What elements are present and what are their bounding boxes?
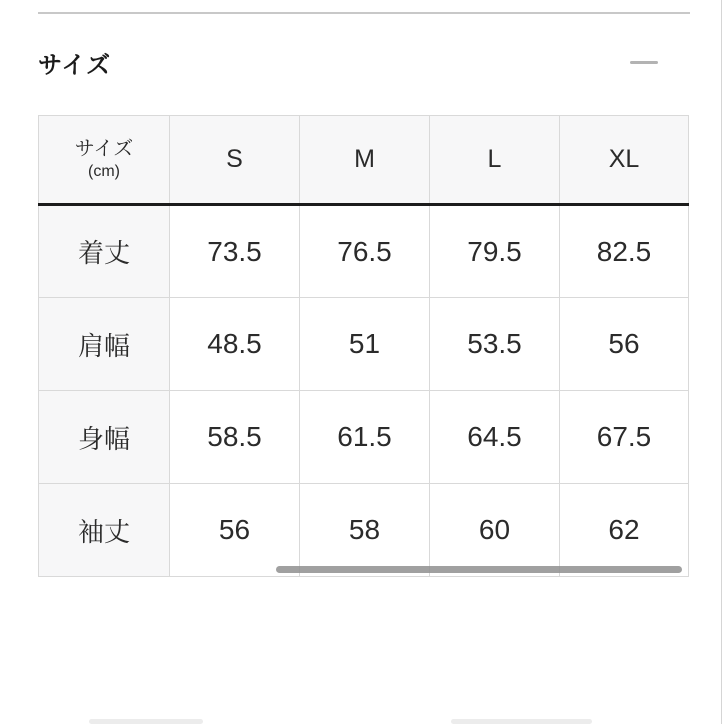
section-title: サイズ bbox=[38, 51, 112, 79]
top-divider bbox=[38, 12, 690, 14]
table-row bbox=[39, 391, 689, 484]
measurement-value-cell: 56 bbox=[170, 484, 300, 577]
collapse-minus-icon[interactable] bbox=[630, 61, 658, 64]
table-header-row bbox=[39, 116, 689, 205]
measurement-value-cell: 79.5 bbox=[430, 205, 560, 298]
measurement-value-cell: 61.5 bbox=[300, 391, 430, 484]
corner-header-unit: (cm) bbox=[88, 163, 120, 180]
measurement-value-cell: 51 bbox=[300, 298, 430, 391]
cutoff-element-left bbox=[89, 719, 203, 724]
corner-header-cell bbox=[39, 116, 170, 205]
size-column-header-s: S bbox=[170, 116, 300, 205]
page-right-border bbox=[721, 0, 722, 724]
measurement-value-cell: 76.5 bbox=[300, 205, 430, 298]
table-row bbox=[39, 484, 689, 577]
table-row bbox=[39, 205, 689, 298]
corner-header-title: サイズ bbox=[74, 138, 134, 160]
measurement-value-cell: 64.5 bbox=[430, 391, 560, 484]
measurement-row-label: 肩幅 bbox=[39, 298, 170, 391]
measurement-value-cell: 53.5 bbox=[430, 298, 560, 391]
measurement-value-cell: 67.5 bbox=[560, 391, 689, 484]
size-column-header-l: L bbox=[430, 116, 560, 205]
measurement-value-cell: 58.5 bbox=[170, 391, 300, 484]
measurement-value-cell: 56 bbox=[560, 298, 689, 391]
measurement-row-label: 身幅 bbox=[39, 391, 170, 484]
size-chart-table bbox=[38, 115, 689, 577]
size-column-header-xl: XL bbox=[560, 116, 689, 205]
measurement-value-cell: 62 bbox=[560, 484, 689, 577]
size-column-header-m: M bbox=[300, 116, 430, 205]
measurement-value-cell: 82.5 bbox=[560, 205, 689, 298]
table-horizontal-scrollbar-thumb[interactable] bbox=[276, 566, 682, 573]
measurement-value-cell: 58 bbox=[300, 484, 430, 577]
table-row bbox=[39, 298, 689, 391]
measurement-row-label: 着丈 bbox=[39, 205, 170, 298]
measurement-value-cell: 48.5 bbox=[170, 298, 300, 391]
measurement-value-cell: 60 bbox=[430, 484, 560, 577]
size-section-header[interactable] bbox=[38, 42, 688, 82]
measurement-row-label: 袖丈 bbox=[39, 484, 170, 577]
cutoff-element-right bbox=[451, 719, 592, 724]
measurement-value-cell: 73.5 bbox=[170, 205, 300, 298]
